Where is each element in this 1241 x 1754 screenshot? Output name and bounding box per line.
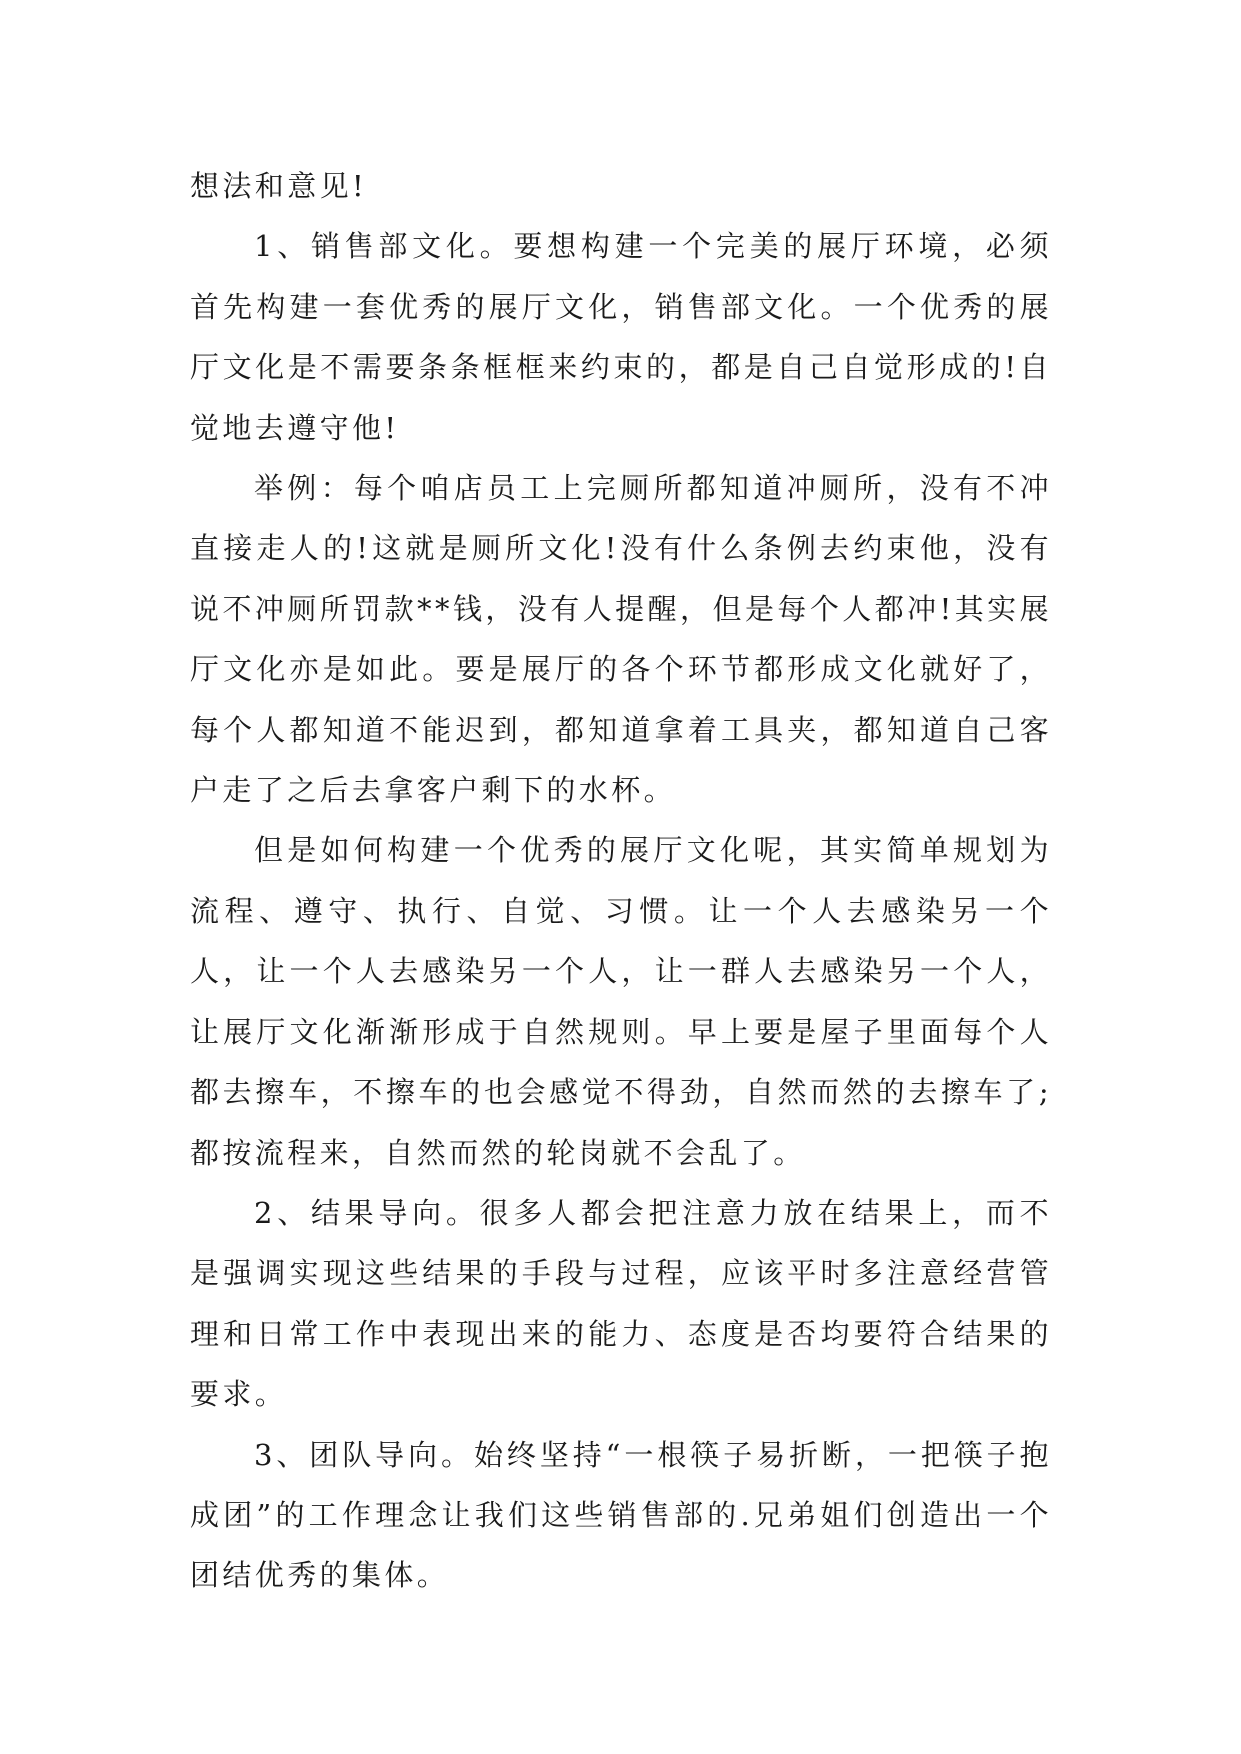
paragraph-result-oriented: 2、结果导向。很多人都会把注意力放在结果上，而不是强调实现这些结果的手段与过程，应该平时多注意经营管理和日常工作中表现出来的能力、态度是否均要符合结果的要求。 (190, 1195, 1052, 1412)
document-body (190, 156, 1052, 1606)
paragraph-continuation: 想法和意见! (190, 169, 368, 203)
paragraph-example: 举例：每个咱店员工上完厕所都知道冲厕所，没有不冲直接走人的!这就是厕所文化!没有什么条例去约束他，没有说不冲厕所罚款**钱，没有人提醒，但是每个人都冲!其实展厅文化亦是如此。要是展厅的各个环节都形成文化就好了，每个人都知道不能迟到，都知道拿着工具夹，都知道自己客户走了之后去拿客户剩下的水杯。 (190, 471, 1052, 808)
paragraph-team-oriented: 3、团队导向。始终坚持“一根筷子易折断，一把筷子抱成团”的工作理念让我们这些销售部的.兄弟姐们创造出一个团结优秀的集体。 (190, 1437, 1052, 1593)
paragraph-build-culture: 但是如何构建一个优秀的展厅文化呢，其实简单规划为流程、遵守、执行、自觉、习惯。让一个人去感染另一个人，让一个人去感染另一个人，让一群人去感染另一个人，让展厅文化渐渐形成于自然规则。早上要是屋子里面每个人都去擦车，不擦车的也会感觉不得劲，自然而然的去擦车了;都按流程来，自然而然的轮岗就不会乱了。 (190, 833, 1052, 1170)
paragraph-sales-culture: 1、销售部文化。要想构建一个完美的展厅环境，必须首先构建一套优秀的展厅文化，销售部文化。一个优秀的展厅文化是不需要条条框框来约束的，都是自己自觉形成的!自觉地去遵守他! (190, 229, 1052, 445)
